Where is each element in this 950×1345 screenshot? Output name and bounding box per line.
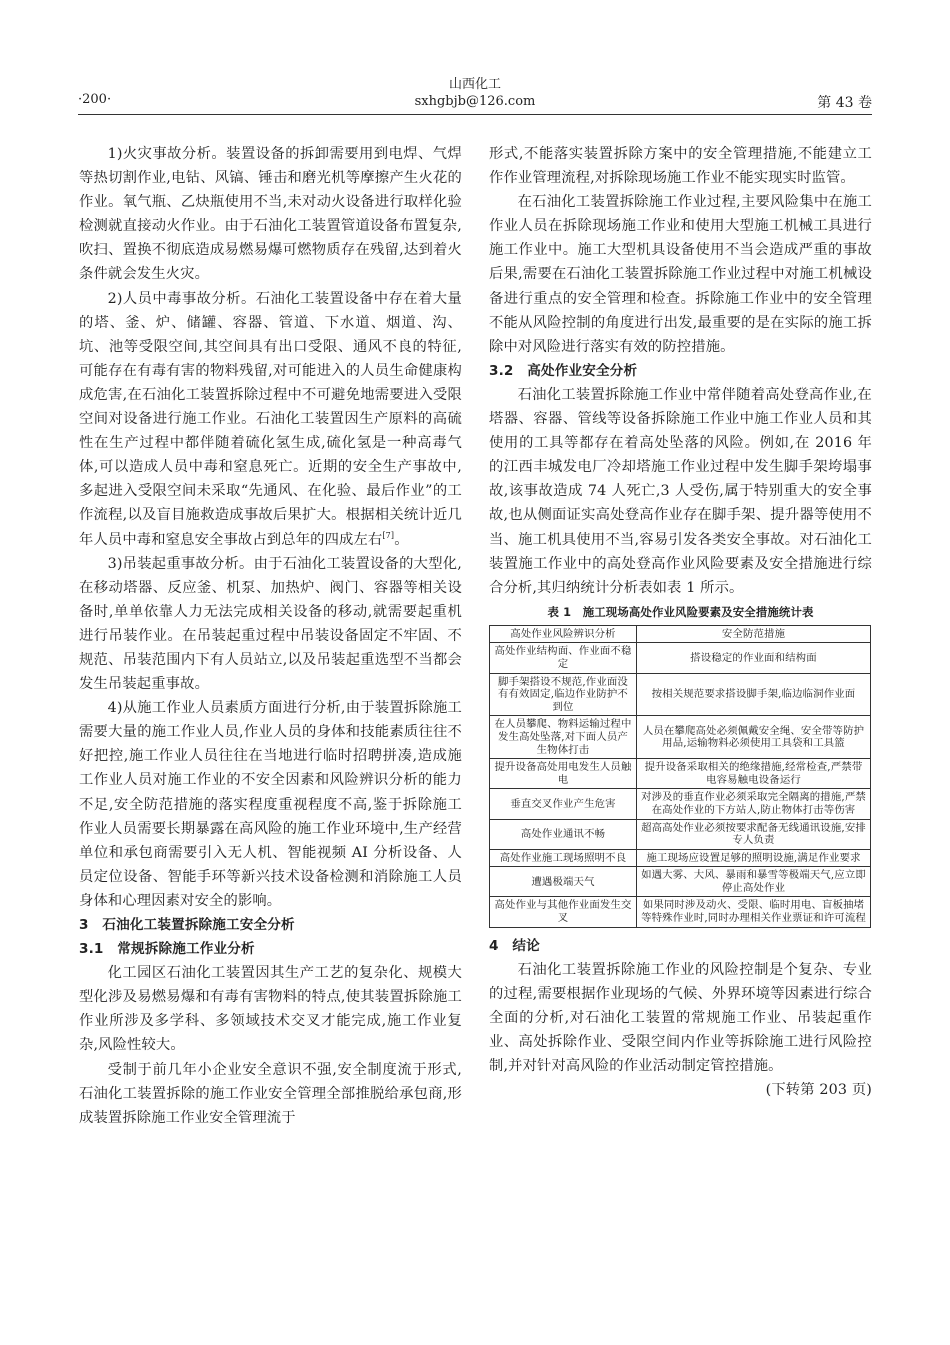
poisoning-accident-paragraph	[79, 287, 462, 552]
measure-cell: 搭设稳定的作业面和结构面	[637, 643, 871, 673]
risk-cell: 高处作业施工现场照明不良	[490, 849, 637, 867]
management-continued-paragraph: 形式,不能落实装置拆除方案中的安全管理措施,不能建立工作作业管理流程,对拆除现场施工作业不能实现实时监管。	[489, 146, 872, 187]
left-column	[79, 142, 462, 1130]
table-row	[490, 867, 871, 897]
table-header-cell: 安全防范措施	[637, 625, 871, 643]
journal-info	[78, 76, 872, 110]
continued-note: (下转第 203 页)	[765, 1082, 872, 1099]
poisoning-text: 2)人员中毒事故分析。石油化工装置设备中存在着大量的塔、釜、炉、储罐、容器、管道、下水道、烟道、沟、坑、池等受限空间,其空间具有出口受限、通风不良的特征,可能存在有毒有害的物料残留,对可能进入的人员生命健康构成危害,在石油化工装置拆除过程中不可避免地需要进入受限空间对设备进行施工作业。石油化工装置因生产原料的高硫性在生产过程中都伴随着硫化氢生成,硫化氢是一种高毒气体,可以造成人员中毒和窒息死亡。近期的安全生产事故中,多起进入受限空间未采取“先通风、在化验、最后作业”的工作流程,以及盲目施救造成事故后果扩大。根据相关统计近几年人员中毒和窒息安全事故占到总年的四成左右	[79, 290, 462, 548]
section-4-heading: 4 结论	[489, 937, 540, 954]
risk-cell: 高处作业结构面、作业面不稳定	[490, 643, 637, 673]
journal-name: 山西化工	[448, 77, 501, 92]
height-work-paragraph: 石油化工装置拆除施工作业中常伴随着高处登高作业,在塔器、容器、管线等设备拆除施工作业中施工作业人员和其使用的工具等都存在着高处坠落的风险。例如,在 2016 年的江西丰城发电厂冷却塔施工作业过程中发生脚手架垮塌事故,该事故造成 74 人死亡,3 人受伤,属于特别重大的安全事故,也从侧面证实高处登高作业存在脚手架、提升器等使用不当、施工机具使用不当,容易引发各类安全事故。对石油化工装置施工作业中的高处登高作业风险要素及安全措施进行综合分析,其归纳统计分析表如表 1 所示。	[489, 386, 872, 596]
table-row	[490, 716, 871, 759]
page-number: ·200·	[78, 92, 112, 107]
measure-cell: 人员在攀爬高处必须佩戴安全绳、安全带等防护用品,运输物料必须使用工具袋和工具篮	[637, 716, 871, 759]
table-row	[490, 789, 871, 819]
measure-cell: 超高高处作业必须按要求配备无线通讯设施,安排专人负责	[637, 819, 871, 849]
measure-cell: 施工现场应设置足够的照明设施,满足作业要求	[637, 849, 871, 867]
right-column	[489, 142, 872, 1102]
poisoning-end: 。	[394, 531, 409, 548]
measure-cell: 提升设备采取相关的绝缘措施,经常检查,严禁带电容易触电设备运行	[637, 759, 871, 789]
risk-cell: 遭遇极端天气	[490, 867, 637, 897]
measure-cell: 按相关规范要求搭设脚手架,临边临洞作业面	[637, 673, 871, 716]
table-row	[490, 819, 871, 849]
risk-cell: 提升设备高处用电发生人员触电	[490, 759, 637, 789]
management-paragraph: 受制于前几年小企业安全意识不强,安全制度流于形式,石油化工装置拆除的施工作业安全管理全部推脱给承包商,形成装置拆除施工作业安全管理流于	[79, 1061, 462, 1126]
table-header-cell: 高处作业风险辨识分析	[490, 625, 637, 643]
table-row	[490, 673, 871, 716]
risk-cell: 垂直交叉作业产生危害	[490, 789, 637, 819]
section-3-heading: 3 石油化工装置拆除施工安全分析	[79, 917, 295, 933]
page-header	[78, 74, 872, 114]
volume-number: 第 43 卷	[817, 95, 872, 111]
table-row	[490, 849, 871, 867]
measure-cell: 如遇大雾、大风、暴雨和暴雪等极端天气,应立即停止高处作业	[637, 867, 871, 897]
table-row	[490, 759, 871, 789]
personnel-quality-paragraph: 4)从施工作业人员素质方面进行分析,由于装置拆除施工需要大量的施工作业人员,作业人员的身体和技能素质往往不好把控,施工作业人员往往在当地进行临时招聘拼凑,造成施工作业人员对施工作业的不安全因素和风险辨识分析的能力不足,安全防范措施的落实程度重视程度不高,鉴于拆除施工作业人员需要长期暴露在高风险的施工作业环境中,生产经营单位和承包商需要引入无人机、智能视频 AI 分析设备、人员定位设备、智能手环等新兴技术设备检测和消除施工人员身体和心理因素对安全的影响。	[79, 700, 462, 909]
reference-marker: [7]	[382, 530, 395, 540]
header-divider	[78, 114, 872, 115]
routine-demolition-paragraph: 化工园区石油化工装置因其生产工艺的复杂化、规模大型化涉及易燃易爆和有毒有害物料的特点,使其装置拆除施工作业所涉及多学科、多领域技术交叉才能完成,施工作业复杂,风险性较大。	[79, 965, 462, 1054]
table-caption: 表 1 施工现场高处作业风险要素及安全措施统计表	[547, 604, 814, 619]
lifting-accident-paragraph: 3)吊装起重事故分析。由于石油化工装置设备的大型化,在移动塔器、反应釜、机泵、加热炉、阀门、容器等相关设备时,单单依靠人力无法完成相关设备的移动,就需要起重机进行吊装作业。在吊装起重过程中吊装设备固定不牢固、不规范、吊装范围内下有人员站立,以及吊装起重选型不当都会发生吊装起重事故。	[79, 555, 462, 693]
measure-cell: 如果同时涉及动火、受限、临时用电、盲板抽堵等特殊作业时,同时办理相关作业票证和许可流程	[637, 897, 871, 927]
table-row	[490, 643, 871, 673]
section-3-2-heading: 3.2 高处作业安全分析	[489, 362, 638, 379]
fire-accident-paragraph: 1)火灾事故分析。装置设备的拆卸需要用到电焊、气焊等热切割作业,电钻、风镐、锤击和磨光机等摩擦产生火花的作业。氧气瓶、乙炔瓶使用不当,未对动火设备进行取样化验检测就直接动火作业。由于石油化工装置管道设备布置复杂,吹扫、置换不彻底造成易燃易爆可燃物质存在残留,达到着火条件就会发生火灾。	[79, 146, 462, 283]
risk-cell: 在人员攀爬、物料运输过程中发生高处坠落,对下面人员产生物体打击	[490, 716, 637, 759]
risk-cell: 脚手架搭设不规范,作业面没有有效固定,临边作业防护不到位	[490, 673, 637, 716]
risk-measures-table	[489, 625, 871, 928]
conclusion-paragraph: 石油化工装置拆除施工作业的风险控制是个复杂、专业的过程,需要根据作业现场的气候、外界环境等因素进行综合全面的分析,对石油化工装置的常规施工作业、吊装起重作业、高处拆除作业、受限空间内作业等拆除施工进行风险控制,并对针对高风险的作业活动制定管控措施。	[489, 961, 872, 1075]
risk-cell: 高处作业通讯不畅	[490, 819, 637, 849]
journal-email: sxhgbjb@126.com	[414, 94, 536, 109]
risk-focus-paragraph: 在石油化工装置拆除施工作业过程,主要风险集中在施工作业人员在拆除现场施工作业和使用大型施工机械工具进行施工作业中。施工大型机具设备使用不当会造成严重的事故后果,需要在石油化工装置拆除施工作业过程中对施工机械设备进行重点的安全管理和检查。拆除施工作业中的安全管理不能从风险控制的角度进行出发,最重要的是在实际的施工拆除中对风险进行落实有效的防控措施。	[489, 194, 872, 355]
section-3-1-heading: 3.1 常规拆除施工作业分析	[79, 941, 255, 958]
table-header-row	[490, 625, 871, 643]
risk-cell: 高处作业与其他作业面发生交叉	[490, 897, 637, 927]
table-row	[490, 897, 871, 927]
measure-cell: 对涉及的垂直作业必须采取完全隔离的措施,严禁在高处作业的下方站人,防止物体打击等伤害	[637, 789, 871, 819]
